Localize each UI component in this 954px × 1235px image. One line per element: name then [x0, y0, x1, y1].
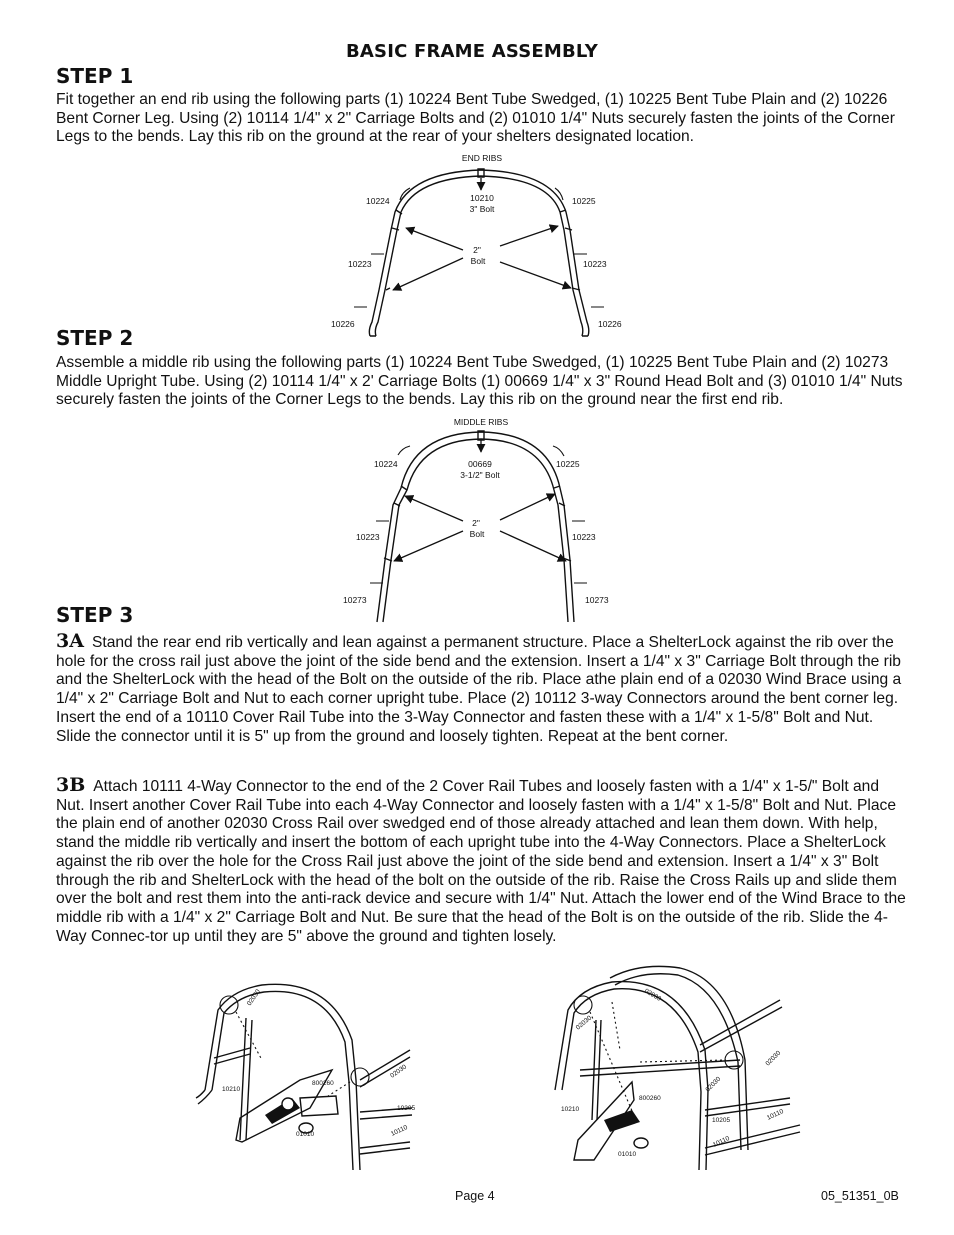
label-10224: 10224	[366, 196, 390, 206]
center-bolt-part: 10210	[470, 193, 494, 203]
step3-heading: STEP 3	[56, 603, 134, 627]
label-10273-right: 10273	[585, 595, 609, 605]
document-code: 05_51351_0B	[821, 1189, 899, 1203]
middle-ribs-caption: MIDDLE RIBS	[453, 417, 509, 427]
step3a-text: Stand the rear end rib vertically and lean against a permanent structure. Place a ShelterLock against the rib over the hole for the cross rail just above the joint of the side bend and the extension. Insert a 1/4" x 3" Carriage Bolt through the rib and the ShelterLock with the head of the Bolt on the outside of the rib. Place athe plain end of a 02030 Wind Brace using a 1/4" x 2" Carriage Bolt and Nut to each corner upright tube. Place (2) 10112 3-way Connectors around the bent corner leg. Insert the end of a 10110 Cover Rail Tube into the 3-Way Connector and fasten these with a 1/4" x 1-5/8" Bolt and Nut. Slide the connector until it is 5" up from the ground and loosely tighten. Repeat at the bent corner.	[56, 634, 902, 745]
label-10210: 10210	[561, 1106, 580, 1113]
label-10223-right: 10223	[572, 532, 596, 542]
label-02030-right: 02030	[389, 1063, 408, 1080]
label-10110: 10110	[389, 1124, 409, 1138]
step3b-paragraph	[56, 776, 906, 946]
label-10223-right: 10223	[583, 259, 607, 269]
label-10224: 10224	[374, 459, 398, 469]
end-rib-diagram	[320, 148, 640, 348]
label-02030-b: 02030	[643, 987, 663, 1003]
label-02030-top: 02030	[245, 988, 263, 1008]
center-bolt-size: 3-1/2" Bolt	[460, 470, 500, 480]
bolt-label: Bolt	[469, 529, 485, 539]
label-10226-left: 10226	[331, 319, 355, 329]
label-10110-b: 10110	[765, 1108, 785, 1122]
bolt-label: Bolt	[470, 256, 486, 266]
label-02030-d: 02030	[764, 1049, 783, 1068]
middle-rib-diagram	[320, 412, 640, 624]
label-01010: 01010	[618, 1151, 637, 1158]
step3b-label: 3B	[56, 774, 86, 796]
label-800260: 800260	[312, 1080, 334, 1087]
step3a-label: 3A	[56, 630, 84, 652]
end-ribs-caption: END RIBS	[461, 153, 503, 163]
label-10273-left: 10273	[343, 595, 367, 605]
step1-text: Fit together an end rib using the following parts (1) 10224 Bent Tube Swedged, (1) 10225 Bent Tube Plain and (2) 10226 Bent Corner Leg. Using (2) 10114 1/4" x 2" Carriage Bolts and (2) 01010 1/4" Nuts securely fasten the joints of the Corner Legs to the bends. Lay this rib on the ground at the rear of your shelters designated location.	[56, 91, 895, 146]
label-800260: 800260	[639, 1095, 661, 1102]
center-bolt-part: 00669	[468, 459, 492, 469]
label-10226-right: 10226	[598, 319, 622, 329]
label-10205: 10205	[712, 1117, 731, 1124]
label-02030-c: 02030	[704, 1075, 723, 1094]
label-10223-left: 10223	[356, 532, 380, 542]
label-10210: 10210	[222, 1086, 241, 1093]
center-bolt-size: 3" Bolt	[469, 204, 495, 214]
step3b-text: Attach 10111 4-Way Connector to the end of the 2 Cover Rail Tubes and loosely fasten with a 1/4" x 1-5/" Bolt and Nut. Insert another Cover Rail Tube into each 4-Way Connector and loosely fasten with a 1/4" x 1-5/8" Bolt and Nut. Place the plain end of another 02030 Cross Rail over swedged end of those already attached and lean them down. With help, stand the middle rib vertically and insert the bottom of each upright tube into the 4-Way Connectors. Place a ShelterLock against the rib over the hole for the Cross Rail just above the joint of the side bend and extension. Insert a 1/4" x 3" Bolt through the rib and ShelterLock with the head of the bolt on the outside of the rib. Raise the Cross Rails up and slide them over the bolt and rest them into the anti-rack device and secure with 1/4" Nut. Attach the lower end of the Wind Brace to the middle rib with a 1/4" x 2" Carriage Bolt and Nut. Be sure that the head of the Bolt is on the outside of the rib. Slide the 4-Way Connec-tor up until they are 5" above the ground and tighten losely.	[56, 778, 906, 945]
page-number: Page 4	[455, 1189, 495, 1203]
step3a-paragraph	[56, 632, 906, 746]
label-10110-a: 10110	[711, 1135, 731, 1149]
step1-heading: STEP 1	[56, 64, 134, 88]
page-title: BASIC FRAME ASSEMBLY	[345, 41, 599, 62]
bolt-size-label: 2"	[473, 245, 481, 255]
bolt-size-label: 2"	[472, 518, 480, 528]
middle-rib-assembly-figure	[540, 965, 810, 1175]
step2-text: Assemble a middle rib using the following parts (1) 10224 Bent Tube Swedged, (1) 10225 Bent Tube Plain and (2) 10273 Middle Upright Tube. Using (2) 10114 1/4" x 2' Carriage Bolts (1) 00669 1/4" x 3" Round Head Bolt and (3) 01010 1/4" Nuts securely fasten the joints of the Corner Legs to the bends. Lay this rib on the ground near the first end rib.	[56, 354, 903, 409]
label-02030-a: 02030	[574, 1014, 594, 1032]
step2-heading: STEP 2	[56, 326, 134, 350]
label-01010: 01010	[296, 1131, 315, 1138]
end-rib-assembly-figure	[188, 975, 428, 1175]
label-10225: 10225	[572, 196, 596, 206]
label-10223-left: 10223	[348, 259, 372, 269]
label-10225: 10225	[556, 459, 580, 469]
label-10205: 10205	[397, 1105, 416, 1112]
